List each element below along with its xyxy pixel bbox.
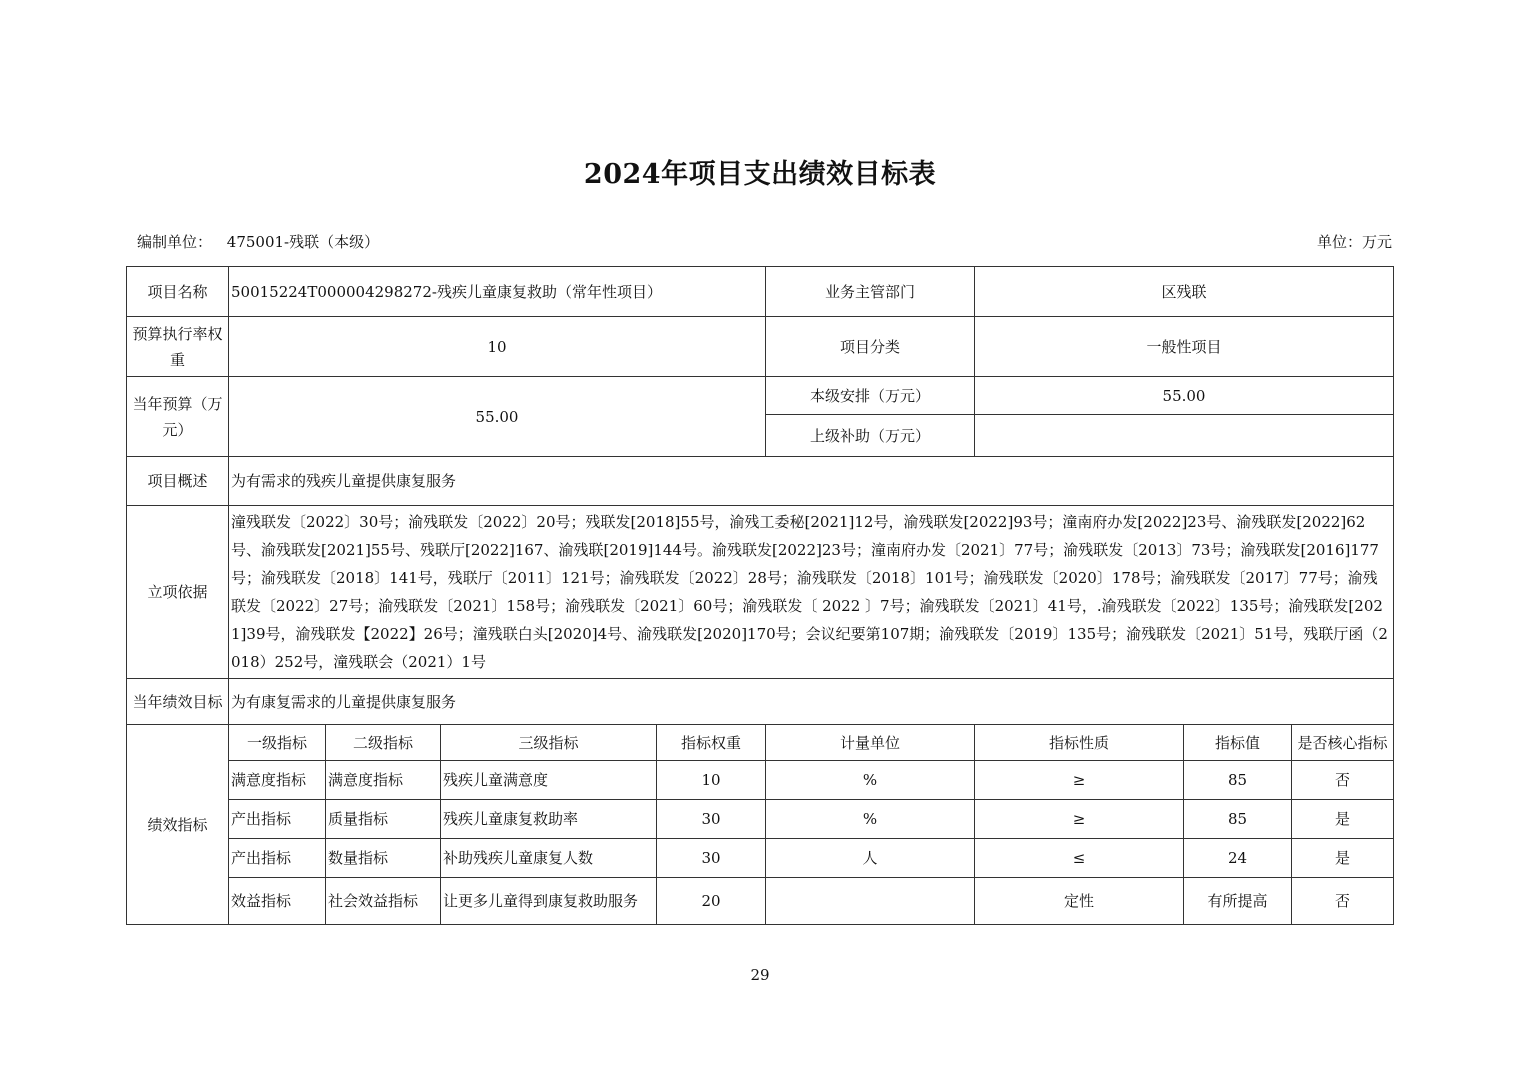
annual-budget-label: 当年预算（万元）	[127, 377, 229, 457]
perf-core: 是	[1292, 839, 1394, 878]
table-row	[127, 457, 1394, 506]
perf-weight: 10	[657, 761, 766, 800]
table-row	[127, 679, 1394, 725]
perf-row	[127, 800, 1394, 839]
perf-value: 24	[1184, 839, 1292, 878]
budget-weight-label: 预算执行率权重	[127, 317, 229, 377]
perf-level3: 残疾儿童康复救助率	[441, 800, 657, 839]
perf-level3: 补助残疾儿童康复人数	[441, 839, 657, 878]
dept-label: 业务主管部门	[766, 267, 975, 317]
perf-header-level1: 一级指标	[229, 725, 326, 761]
perf-header-level3: 三级指标	[441, 725, 657, 761]
category-value: 一般性项目	[975, 317, 1394, 377]
perf-level1: 效益指标	[229, 878, 326, 925]
perf-nature: 定性	[975, 878, 1184, 925]
perf-header-level2: 二级指标	[326, 725, 441, 761]
table-row	[127, 506, 1394, 679]
perf-row	[127, 839, 1394, 878]
perf-unit	[766, 878, 975, 925]
perf-unit: 人	[766, 839, 975, 878]
table-row	[127, 317, 1394, 377]
perf-level2: 满意度指标	[326, 761, 441, 800]
overview-value: 为有需求的残疾儿童提供康复服务	[229, 457, 1394, 506]
page-title: 2024年项目支出绩效目标表	[583, 159, 937, 190]
perf-row	[127, 878, 1394, 925]
compiling-unit-value: 475001-残联（本级）	[226, 233, 380, 251]
project-name-label: 项目名称	[127, 267, 229, 317]
table-row	[127, 267, 1394, 317]
perf-level3: 残疾儿童满意度	[441, 761, 657, 800]
perf-core: 否	[1292, 878, 1394, 925]
dept-value: 区残联	[975, 267, 1394, 317]
basis-label: 立项依据	[127, 506, 229, 679]
project-name-value: 50015224T000004298272-残疾儿童康复救助（常年性项目）	[229, 267, 766, 317]
upper-subsidy-label: 上级补助（万元）	[766, 415, 975, 457]
perf-core: 否	[1292, 761, 1394, 800]
perf-row	[127, 761, 1394, 800]
perf-level2: 质量指标	[326, 800, 441, 839]
perf-nature: ≤	[975, 839, 1184, 878]
perf-unit: %	[766, 800, 975, 839]
annual-goal-label: 当年绩效目标	[127, 679, 229, 725]
perf-weight: 20	[657, 878, 766, 925]
perf-nature: ≥	[975, 800, 1184, 839]
perf-nature: ≥	[975, 761, 1184, 800]
perf-header-row	[127, 725, 1394, 761]
perf-weight: 30	[657, 839, 766, 878]
perf-indicators-label: 绩效指标	[127, 725, 229, 925]
perf-level2: 社会效益指标	[326, 878, 441, 925]
perf-header-nature: 指标性质	[975, 725, 1184, 761]
perf-value: 85	[1184, 761, 1292, 800]
performance-target-table	[126, 266, 1394, 925]
perf-level1: 产出指标	[229, 839, 326, 878]
perf-header-core: 是否核心指标	[1292, 725, 1394, 761]
page-number: 29	[750, 966, 770, 984]
perf-level3: 让更多儿童得到康复救助服务	[441, 878, 657, 925]
perf-header-weight: 指标权重	[657, 725, 766, 761]
annual-goal-value: 为有康复需求的儿童提供康复服务	[229, 679, 1394, 725]
compiling-unit	[137, 231, 379, 252]
perf-header-unit: 计量单位	[766, 725, 975, 761]
perf-level1: 满意度指标	[229, 761, 326, 800]
overview-label: 项目概述	[127, 457, 229, 506]
basis-value: 潼残联发〔2022〕30号；渝残联发〔2022〕20号；残联发[2018]55号，渝残工委秘[2021]12号，渝残联发[2022]93号；潼南府办发[2022]23号、渝残联发[2022]62号、渝残联发[2021]55号、残联厅[2022]167、渝残联[2019]144号。渝残联发[2022]23号；潼南府办发〔2021〕77号；渝残联发〔2013〕73号；渝残联发[2016]177号；渝残联发〔2018〕141号，残联厅〔2011〕121号；渝残联发〔2022〕28号；渝残联发〔2018〕101号；渝残联发〔2020〕178号；渝残联发〔2017〕77号；渝残联发〔2022〕27号；渝残联发〔2021〕158号；渝残联发〔2021〕60号；渝残联发〔 2022 〕7号；渝残联发〔2021〕41号，.渝残联发〔2022〕135号；渝残联发[2021]39号，渝残联发【2022】26号；潼残联白头[2020]4号、渝残联发[2020]170号；会议纪要第107期；渝残联发〔2019〕135号；渝残联发〔2021〕51号，残联厅函（2018）252号，潼残联会（2021）1号	[229, 506, 1394, 679]
annual-budget-value: 55.00	[229, 377, 766, 457]
compiling-unit-label: 编制单位：	[137, 233, 213, 251]
local-arrangement-value: 55.00	[975, 377, 1394, 415]
perf-value: 有所提高	[1184, 878, 1292, 925]
budget-weight-value: 10	[229, 317, 766, 377]
perf-level2: 数量指标	[326, 839, 441, 878]
upper-subsidy-value	[975, 415, 1394, 457]
perf-core: 是	[1292, 800, 1394, 839]
table-row	[127, 377, 1394, 415]
perf-weight: 30	[657, 800, 766, 839]
currency-unit: 单位：万元	[1316, 233, 1392, 251]
perf-header-value: 指标值	[1184, 725, 1292, 761]
perf-level1: 产出指标	[229, 800, 326, 839]
category-label: 项目分类	[766, 317, 975, 377]
local-arrangement-label: 本级安排（万元）	[766, 377, 975, 415]
perf-value: 85	[1184, 800, 1292, 839]
perf-unit: %	[766, 761, 975, 800]
